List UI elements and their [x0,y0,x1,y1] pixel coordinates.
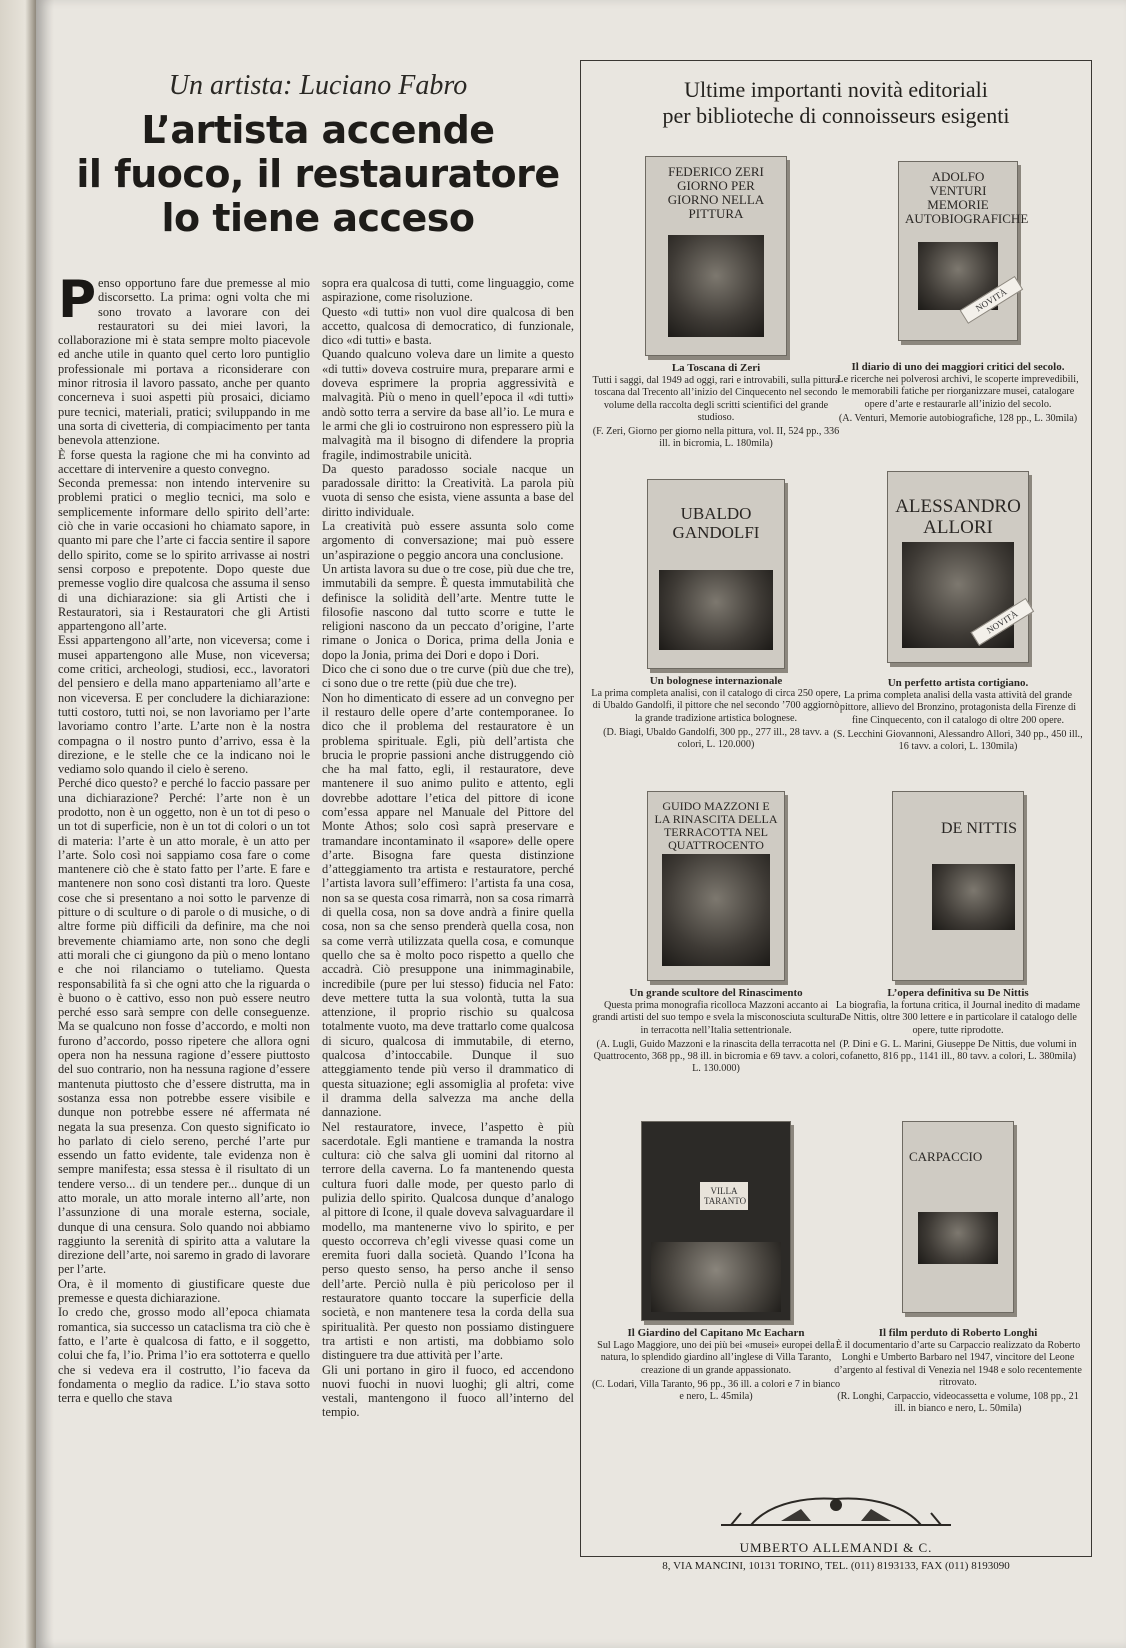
book-listing [591,479,841,751]
book-cover [647,791,785,981]
publisher-block [581,1491,1091,1572]
cover-title: GUIDO MAZZONI E LA RINASCITA DELLA TERRACOTTA NEL QUATTROCENTO [654,799,778,852]
book-title: Un grande scultore del Rinascimento [629,987,803,999]
article-columns [58,276,578,1566]
paragraph: Ora, è il momento di giustificare queste due premesse e questa dichiarazione. [58,1276,310,1306]
book-title: Il Giardino del Capitano Mc Eacharn [627,1327,805,1339]
book-citation: (F. Zeri, Giorno per giorno nella pittura, vol. II, 524 pp., 336 ill. in bicromia, L. 180mila) [592,426,840,450]
book-citation: (C. Lodari, Villa Taranto, 96 pp., 36 ill. a colori e 7 in bianco e nero, L. 45mila) [591,1378,841,1403]
adjacent-page-edge [0,0,36,1648]
book-listing [833,791,1083,1063]
publisher-advertisement [580,60,1092,1572]
cover-title: UBALDO GANDOLFI [672,504,760,542]
book-citation: (A. Venturi, Memorie autobiografiche, 128 pp., L. 30mila) [838,412,1078,424]
book-listing [591,156,841,450]
book-citation: (A. Lugli, Guido Mazzoni e la rinascita della terracotta nel Quattrocento, 368 pp., 98 ill. in bicromia e 69 tavv. a colori, L. 130.000) [593,1038,839,1075]
paragraph: sopra era qualcosa di tutti, come linguaggio, come aspirazione, come risoluzione. [322,276,574,305]
ad-title-line: Ultime importanti novità editoriali [684,77,988,102]
article-column-2 [322,276,574,1566]
book-cover [892,791,1024,981]
page-gutter [36,0,54,1648]
cover-image [651,1242,781,1312]
book-citation: (S. Lecchini Giovannoni, Alessandro Allori, 340 pp., 450 ill., 16 tavv. a colori, L. 130mila) [833,728,1083,753]
paragraph: Seconda premessa: non intendo intervenire su problemi pratici o meglio tecnici, ma solo e semplicemente informare dello spirito dell’arte: ciò che in varie occasioni ho chiamato sapore, in quanto mi pare che l’arte ci faccia sentire il sapore dello spirito, come se lo spirito arrivasse ai nostri sensi corposo e prepotente. Dopo queste due premesse voglio dire qualcosa che assuma il senso di una dichiarazione: sia gli Artisti che i Restauratori, sia i Restauratori che gli Artisti appartengono all’arte. [58,476,310,634]
book-title: L’opera definitiva su De Nittis [887,987,1029,999]
book-title: La Toscana di Zeri [671,362,761,374]
book-listing [833,161,1083,425]
book-description: Le ricerche nei polverosi archivi, le scoperte imprevedibili, le memorabili fatiche per riorganizzare musei, catalogare opere d’arte e restaurarle all’inizio del secolo. [837,374,1079,410]
paragraph: È forse questa la ragione che mi ha convinto ad accettare di intervenire a questo convegno. [58,447,310,476]
cover-image [659,570,773,650]
cover-image [932,864,1015,930]
cover-title: ADOLFO VENTURI MEMORIE AUTOBIOGRAFICHE [905,169,1029,226]
book-description: La prima completa analisi della vasta attività del grande pittore, allievo del Bronzino, protagonista della Firenze di fine Cinquecento, con il catalogo di oltre 200 opere. [839,690,1077,726]
book-title: Un perfetto artista cortigiano. [887,677,1029,689]
ad-title-line: per biblioteche di connoisseurs esigenti [662,103,1010,128]
cover-title: CARPACCIO [909,1149,983,1164]
paragraph: La creatività può essere assunta solo come argomento di conversazione; mai può essere un’aspirazione o peggio ancora una conclusione. [322,519,574,562]
book-cover [898,161,1029,341]
paragraph: Non ho dimenticato di essere ad un convegno per il restauro delle opere d’arte contemporanee. Io dico che il problema del restauratore è un problema spirituale. Egli, più dell’artista che brucia le proprie passioni anche distruggendo ciò che ha mal fatto, egli, il restauratore, deve mantenere il suo animo pulito e attento, egli dovrebbe adottare l’etica del pittore di icone com’essa appare nel Manuale del Pittore del Monte Athos; solo così saprà preservare e tramandare incontaminato il «sapore» delle opere d’arte. Bisogna fare questa distinzione d’atteggiamento tra artista e restauratore, perché l’artista lavora sull’effimero: l’artista fa una cosa, non sa se questa cosa rimarrà, non sa cosa rimarrà di quella cosa, non sa dove andrà a finire quella cosa, non sa che senso prenderà quella cosa, non sa come verrà utilizzata quella cosa, e comunque quello che sa è molto poco rispetto a quello che accadrà. Ciò presuppone una inimmaginabile, incredibile (pure per lui stesso) fiducia nel Fato: deve mettere tutta la sua volontà, tutta la sua attenzione, il proprio rischio su qualcosa totalmente vuoto, ma deve trattarlo come qualcosa di sicuro, qualcosa di immutabile, di eterno, qualcosa d’intoccabile. Dunque il suo atteggiamento tende più verso il drammatico di questa situazione; egli assomiglia al profeta: vive il dramma della salvezza ma anche della dannazione. [322,690,574,1120]
publisher-name: UMBERTO ALLEMANDI & C. [739,1540,933,1555]
paragraph: Dico che ci sono due o tre curve (più due che tre), ci sono due o tre rette (più due che tre). [322,662,574,691]
book-cover [647,479,785,669]
book-description: La prima completa analisi, con il catalogo di circa 250 opere, di Ubaldo Gandolfi, il pittore che nel secondo ’700 aggiornò la grande tradizione artistica bolognese. [591,688,841,724]
cover-title: ALESSANDRO ALLORI [895,496,1021,538]
publisher-logo-icon [711,1491,961,1531]
book-cover [902,1121,1014,1313]
book-listing [833,471,1083,753]
article-column-1 [58,276,310,1566]
book-title: Il film perduto di Roberto Longhi [878,1327,1038,1339]
book-description: Tutti i saggi, dal 1949 ad oggi, rari e introvabili, sulla pittura toscana dal Trecento all’inizio del Cinquecento nel secondo volume della raccolta degli scritti scientifici del grande studioso. [592,375,840,423]
novita-badge: NOVITÀ [970,598,1033,646]
book-listing [833,1121,1083,1415]
paragraph: Io credo che, grosso modo all’epoca chiamata romantica, sia successo un cataclisma tra ciò che è fatto, e l’arte è qualcosa di fatto, e il soggetto, colui che fa, l’io. Prima l’io era sottoterra e quello che si vedeva era il costrutto, l’io faceva da fondamenta o meglio da radice. L’io stava sotto terra e quello che stava [58,1305,310,1406]
paragraph: Essi appartengono all’arte, non viceversa; come i musei appartengono alle Muse, non viceversa; come critici, archeologi, studiosi, ecc., lavoratori del pensiero e della mano apparteniamo all’arte e non viceversa. E per concludere la dichiarazione: tutti costoro, tutti noi, se non lavoriamo per l’arte lavoriamo contro l’arte. L’arte non è la nostra compagna o il nostro punto d’arrivo, essa è la direzione, e le stelle che ce la indicano noi le vediamo solo quando il cielo è sereno. [58,633,310,777]
headline-line: il fuoco, il restauratore [76,152,560,196]
paragraph: Nel restauratore, invece, l’aspetto è più sacerdotale. Egli mantiene e tramanda la nostra cultura: ciò che salva gli uomini dal ritorno al terrore della caverna. Lo fa mantenendo questa cultura fuori dalle mode, per questo parlo di pulizia dello spirito. Qualcosa dunque d’analogo al pittore di Icone, il quale doveva salvaguardare il modello, ma mantenerne vivo lo spirito, e per questo occorreva ch’egli vivesse quasi come un eremita fuori dalla società. Quando l’Icona ha perso questo senso, ha perso anche il senso dell’arte. Perciò nulla è più pericoloso per il restauratore quanto toccare la superficie della società, e non mantenere tesa la corda della sua spiritualità. Per questo non possiamo distinguere tra artisti e non artisti, ma dobbiamo solo distinguere tra due attività per l’arte. [322,1119,574,1363]
article-headline [58,108,578,240]
book-cover [887,471,1029,663]
book-title: Il diario di uno dei maggiori critici del secolo. [851,361,1065,373]
paragraph: Gli uni portano in giro il fuoco, ed accendono nuovi fuochi in nuovi luoghi; gli altri, come vestali, mantengono il fuoco all’interno del tempio. [322,1362,574,1420]
cover-image [668,235,763,337]
book-citation: (R. Longhi, Carpaccio, videocassetta e volume, 108 pp., 21 ill. in bianco e nero, L. 50mila) [837,1391,1079,1415]
book-cover [641,1121,791,1321]
headline-line: L’artista accende [141,108,495,152]
cover-image [918,1212,997,1264]
paragraph: Quando qualcuno voleva dare un limite a questo «di tutti» doveva costruire mura, preparare armi e doveva esprimere la propria aggressività e malvagità. Più o meno in quell’epoca il «di tutti» andò sotto terra a servire da base all’io. Le mura e le armi che gli io costruirono non espressero più la malvagità ma il bisogno di difendere la propria fragile, indimostrabile unicità. [322,347,574,462]
book-title: Un bolognese internazionale [649,675,783,687]
book-listing [591,1121,841,1403]
book-description: La biografia, la fortuna critica, il Journal inedito di madame De Nittis, oltre 300 lettere e in particolare il catalogo delle opere, tutte riprodotte. [835,1000,1081,1036]
cover-image [662,854,771,966]
book-cover [645,156,787,356]
book-description: È il documentario d’arte su Carpaccio realizzato da Roberto Longhi e Umberto Barbaro nel 1947, vincitore del Leone d’argento al festival di Venezia nel 1948 e solo recentemente ritrovato. [834,1340,1082,1388]
book-description: Sul Lago Maggiore, uno dei più bei «musei» europei della natura, lo splendido giardino all’inglese di Villa Taranto, creazione di un grande appassionato. [597,1340,835,1376]
ad-title [581,77,1091,129]
novita-badge: NOVITÀ [959,276,1022,324]
cover-title: VILLA TARANTO [700,1182,748,1210]
book-description: Questa prima monografia ricolloca Mazzoni accanto ai grandi artisti del suo tempo e svela la misconosciuta scultura in terracotta nell’Italia settentrionale. [592,1000,840,1036]
book-citation: (D. Biagi, Ubaldo Gandolfi, 300 pp., 277 ill., 28 tavv. a colori, L. 120.000) [603,726,829,751]
headline-line: lo tiene acceso [161,196,475,240]
cover-title: FEDERICO ZERI GIORNO PER GIORNO NELLA PITTURA [667,164,765,221]
paragraph: enso opportuno fare due premesse al mio discorsetto. La prima: ogni volta che mi sono trovato a lavorare con dei restauratori su dei miei lavori, la collaborazione mi è stata sempre molto piacevole ed anche utile in quanto quel certo loro puntiglio professionale mi portava a riconsiderare con minor ritrosia il lavoro passato, anche per quanto concerneva i suoi aspetti più prosaici, diciamo pure tecnici, materiali, pratici; sviluppando in me una sorta di civetteria, di compiacimento per tanta benevola attenzione. [58,276,310,448]
article-kicker: Un artista: Luciano Fabro [168,70,468,101]
book-listing [591,791,841,1075]
publisher-address: 8, VIA MANCINI, 10131 TORINO, TEL. (011) 8193133, FAX (011) 8193090 [662,1560,1010,1572]
drop-cap: P [58,276,97,330]
article [58,70,578,1566]
paragraph: Un artista lavora su due o tre cose, più due che tre, immutabili da sempre. È questa immutabilità che definisce la solidità dell’arte. Mentre tutte le filosofie nascono dal tutto scorre e tutte le religioni nascono da un peccato d’origine, l’arte rimane o Jonica o Dorica, prima della Jonia e dopo la Jonia, prima dei Dori e dopo i Dori. [322,561,574,662]
book-citation: (P. Dini e G. L. Marini, Giuseppe De Nittis, due volumi in cofanetto, 816 pp., 1141 ill., 80 tavv. a colori, L. 380mila) [839,1038,1077,1063]
paragraph: Questo «di tutti» non vuol dire qualcosa di ben accetto, qualcosa di democratico, di funzionale, dico «di tutti» e basta. [322,304,574,348]
paragraph: Da questo paradosso sociale nacque un paradossale diritto: la Creatività. La parola più vuota di senso che esista, viene assunta a base del diritto individuale. [322,461,574,519]
paragraph: Perché dico questo? e perché lo faccio passare per una dichiarazione? Perché: l’arte non è un prodotto, non è un oggetto, non è un tot di peso o un tot di superficie, non è un tot di colori o un tot di materia: l’arte è un atto morale, è un atto per l’arte. Solo così noi sappiamo cosa fare o come mantenere ciò che è stato fatto per l’arte. E fare e mantenere non sono così distanti tra loro. Queste cose che si presentano a noi sotto le parvenze di pitture o di sculture o di parole o di musiche, o di altre forme più difficili da definire, ma che noi brevemente chiamiamo arte, non sono che degli atti morali che ci giungono da più o meno lontano e che noi rilanciamo o tuteliamo. Questa responsabilità fa sì che ogni atto che la riguarda o è buono o è cattivo, esso non può essere neutro perché esso sarà sempre con delle conseguenze. Ma se qualcuno non fosse d’accordo, e molti non furono d’accordo, posso ripetere che allora ogni opera non ha nessuna ragione d’essere piuttosto del suo contrario, non ha nessuna ragione d’essere mantenuta piuttosto che d’essere distrutta, ma in sostanza essa non potrebbe essere visibile e dunque non potrebbe essere né affermata né negata la sua presenza. Con questo significato io ho parlato di cielo sereno, perché l’arte pur essendo un fatto evidente, tale evidenza non è sempre manifesta; essa stessa è il risultato di un tendere verso... di un tendere per... dunque di un atto morale, un atto morale interno all’arte, non l’assunzione di una morale esterna, sociale, dunque di una censura. Solo quando noi abbiamo raggiunto la serenità di spirito atta a valutare la direzione dell’arte, noi saremo in grado di lavorare per l’arte. [58,776,310,1277]
cover-title: DE NITTIS [941,820,1017,837]
